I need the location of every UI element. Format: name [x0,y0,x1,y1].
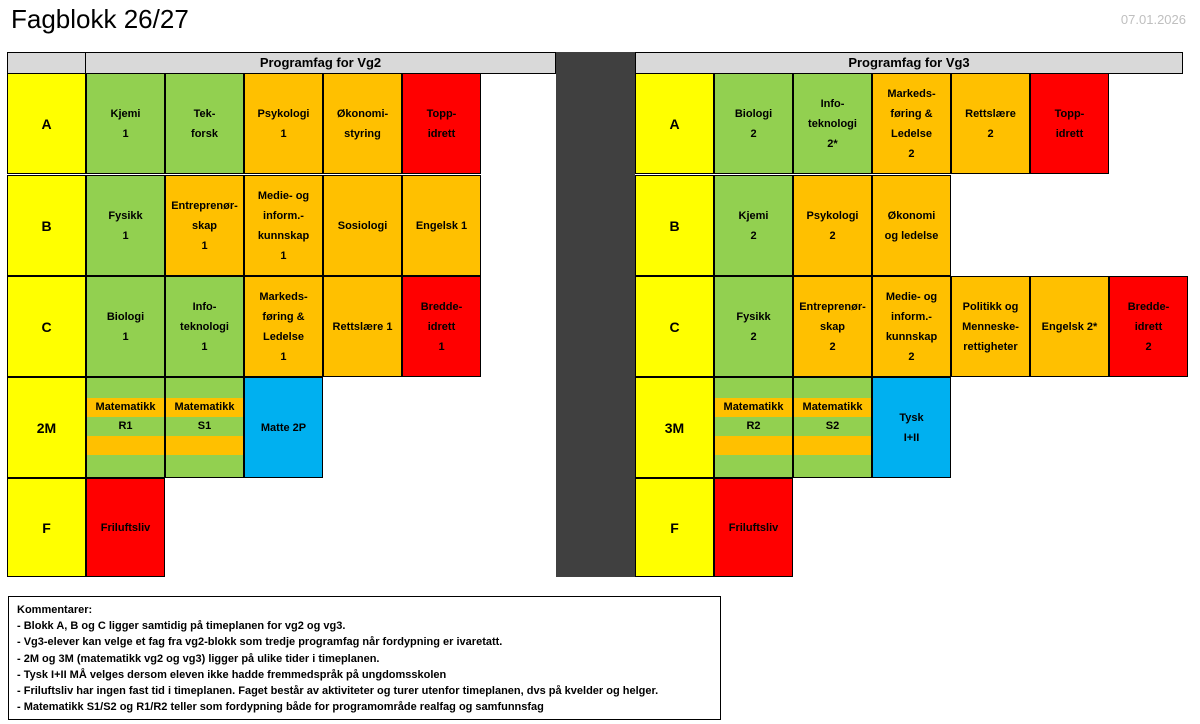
vg3-course-cell: Friluftsliv [714,478,793,577]
vg3-course-cell: Fysikk 2 [714,276,793,377]
vg2-course-cell: Bredde- idrett 1 [402,276,481,377]
math-course-label: Matematikk R1 [95,401,156,432]
vg2-header-corner [7,52,86,74]
comment-line: - 2M og 3M (matematikk vg2 og vg3) ligger på ulike tider i timeplanen. [17,652,380,665]
vg2-course-cell: Tek- forsk [165,73,244,174]
vg3-course-cell: Psykologi 2 [793,175,872,276]
vg2-row-label-a: A [7,73,86,174]
vg2-course-cell-math [165,377,244,478]
vg3-row-label-f: F [635,478,714,577]
vg2-course-cell: Sosiologi [323,175,402,276]
comment-line: - Friluftsliv har ingen fast tid i timeplanen. Faget består av aktiviteter og turer utenfor timeplanen, dvs på kvelder og helger. [17,685,659,698]
vg2-course-cell: Økonomi- styring [323,73,402,174]
page-title: Fagblokk 26/27 [11,4,189,34]
stripe [794,378,871,398]
comment-line: - Matematikk S1/S2 og R1/R2 teller som fordypning både for programområde realfag og samfunnsfag [17,701,544,714]
vg2-course-cell: Topp- idrett [402,73,481,174]
vg3-course-cell: Rettslære 2 [951,73,1030,174]
math-course-label: Matematikk R2 [723,401,784,432]
stripe [715,378,792,398]
vg2-course-cell: Kjemi 1 [86,73,165,174]
vg3-course-cell: Entreprenør- skap 2 [793,276,872,377]
date-label: 07.01.2026 [1120,12,1186,27]
vg3-course-cell: Medie- og inform.- kunnskap 2 [872,276,951,377]
vg3-course-cell: Biologi 2 [714,73,793,174]
vg3-row-label-b: B [635,175,714,276]
vg3-course-cell: Økonomi og ledelse [872,175,951,276]
section-divider [556,52,635,577]
vg2-course-cell: Markeds- føring & Ledelse 1 [244,276,323,377]
vg3-course-cell: Tysk I+II [872,377,951,478]
vg3-course-cell: Bredde- idrett 2 [1109,276,1188,377]
comment-line: - Tysk I+II MÅ velges dersom eleven ikke hadde fremmedspråk på ungdomsskolen [17,668,447,681]
vg3-course-cell: Markeds- føring & Ledelse 2 [872,73,951,174]
vg2-course-cell: Info- teknologi 1 [165,276,244,377]
math-course-label: Matematikk S1 [174,401,235,432]
vg2-header: Programfag for Vg2 [85,52,556,74]
vg2-course-cell-math [86,377,165,478]
vg2-course-cell: Friluftsliv [86,478,165,577]
comments-heading: Kommentarer: [17,604,93,616]
vg2-course-cell: Fysikk 1 [86,175,165,276]
vg3-header: Programfag for Vg3 [635,52,1183,74]
stripe [87,378,164,398]
vg3-row-label-a: A [635,73,714,174]
comment-line: - Blokk A, B og C ligger samtidig på timeplanen for vg2 og vg3. [17,620,346,633]
stripe [166,378,243,398]
vg2-row-label-2m: 2M [7,377,86,478]
vg2-course-cell: Biologi 1 [86,276,165,377]
comment-line: - Vg3-elever kan velge et fag fra vg2-blokk som tredje programfag når fordypning er ivaretatt. [17,636,503,649]
vg2-course-cell: Psykologi 1 [244,73,323,174]
vg2-course-cell: Matte 2P [244,377,323,478]
vg2-course-cell: Rettslære 1 [323,276,402,377]
comments-box [8,596,721,720]
vg3-row-label-3m: 3M [635,377,714,478]
vg3-course-cell-math [714,377,793,478]
stripe [166,436,243,455]
vg3-course-cell: Info- teknologi 2* [793,73,872,174]
stripe [794,436,871,455]
vg2-row-label-c: C [7,276,86,377]
vg3-course-cell: Topp- idrett [1030,73,1109,174]
vg3-row-label-c: C [635,276,714,377]
vg2-row-label-f: F [7,478,86,577]
vg2-row-label-b: B [7,175,86,276]
vg2-course-cell: Engelsk 1 [402,175,481,276]
vg3-course-cell-math [793,377,872,478]
stripe [87,436,164,455]
vg3-course-cell: Politikk og Menneske- rettigheter [951,276,1030,377]
vg3-course-cell: Engelsk 2* [1030,276,1109,377]
vg2-course-cell: Entreprenør- skap 1 [165,175,244,276]
math-course-label: Matematikk S2 [802,401,863,432]
vg3-course-cell: Kjemi 2 [714,175,793,276]
vg2-course-cell: Medie- og inform.- kunnskap 1 [244,175,323,276]
stripe [715,436,792,455]
